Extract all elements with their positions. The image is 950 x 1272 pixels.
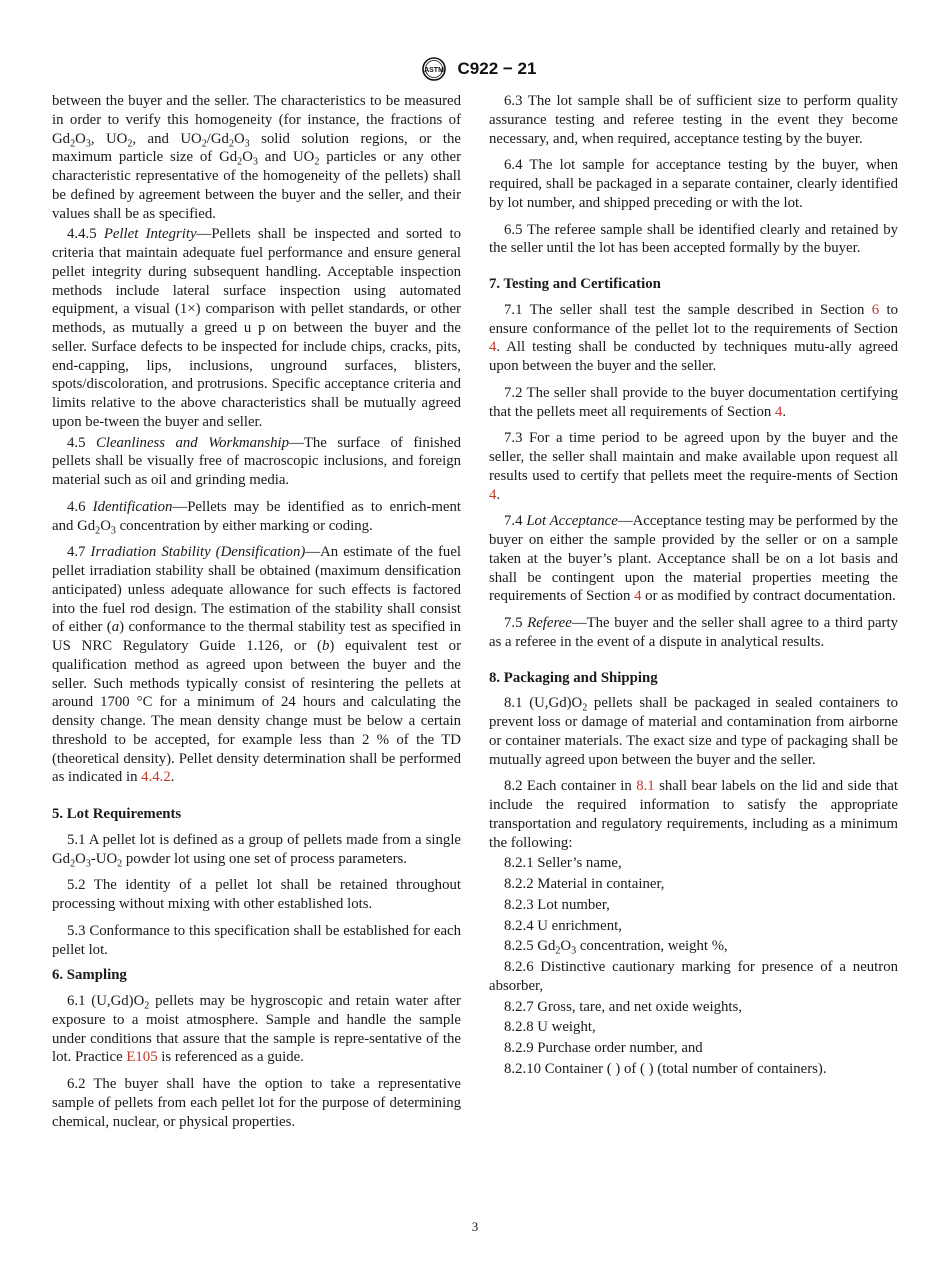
paragraph-7-4: 7.4 Lot Acceptance—Acceptance testing may be performed by the buyer on either the sample provided by the seller or on a sample taken at the buyer’s plant. Acceptance shall be on a lot basis and shall be contingent upon the material properties meeting the requirements of Section 4 or as modified by contract documentation. xyxy=(489,513,898,605)
paragraph-5-1: 5.1 A pellet lot is defined as a group of pellets made from a single $Gd_2O_3-UO_2$ powder lot using one set of process parameters. xyxy=(52,831,461,870)
list-item-8-2-7: 8.2.7 Gross, tare, and net oxide weights, xyxy=(504,998,742,1015)
paragraph-4-4-4-continued: between the buyer and the seller. The characteristics to be measured in order to verify this homogeneity (for instance, the fractions of $Gd_2O_3$, $UO_2$, and $UO_2/Gd_2O_3$ solid solution regions, or the maximum particle size of $Gd_2O_3$ and $UO_2$ particles or any other characteristic representative of the homogeneity of the pellets) shall be defined by agreement between the buyer and the seller, and their values shall be as specified. xyxy=(52,93,461,222)
paragraph-7-3: 7.3 For a time period to be agreed upon by the buyer and the seller, the seller shall maintain and make available upon request all results used to certify that pellets meet the require-ments of Section 4. xyxy=(489,430,898,503)
document-designation: C922 − 21 xyxy=(457,59,537,78)
page-header xyxy=(0,56,950,82)
paragraph-4-5: 4.5 Cleanliness and Workmanship—The surface of finished pellets shall be visually free of macroscopic inclusions, and foreign material such as oil and grinding media. xyxy=(52,434,461,488)
paragraph-4-6: 4.6 Identification—Pellets may be identified as to enrich-ment and $Gd_2O_3$ concentration by either marking or coding. xyxy=(52,498,461,537)
list-item-8-2-10: 8.2.10 Container ( ) of ( ) (total number of containers). xyxy=(504,1060,827,1077)
paragraph-6-5: 6.5 The referee sample shall be identified clearly and retained by the seller until the lot has been accepted formally by the buyer. xyxy=(489,221,898,257)
paragraph-6-4: 6.4 The lot sample for acceptance testing by the buyer, when required, shall be packaged in a separate container, clearly identified by lot number, and shipped preceding or with the lot. xyxy=(489,157,898,211)
paragraph-6-2: 6.2 The buyer shall have the option to take a representative sample of pellets from each pellet lot for the purpose of determining chemical, nuclear, or physical properties. xyxy=(52,1076,461,1130)
paragraph-5-3: 5.3 Conformance to this specification shall be established for each pellet lot. xyxy=(52,922,461,958)
astm-logo-icon xyxy=(414,56,454,82)
list-item-8-2-9: 8.2.9 Purchase order number, and xyxy=(504,1040,703,1056)
list-item-8-2-8: 8.2.8 U weight, xyxy=(504,1019,596,1036)
list-item-8-2-6: 8.2.6 Distinctive cautionary marking for presence of a neutron absorber, xyxy=(489,959,898,994)
link-section-6[interactable]: 6 xyxy=(871,301,880,318)
left-column xyxy=(52,92,461,1139)
link-4-4-2[interactable]: 4.4.2 xyxy=(141,769,171,786)
heading-packaging-shipping: 8. Packaging and Shipping xyxy=(489,669,658,686)
link-section-4[interactable]: 4 xyxy=(774,403,783,420)
link-e105[interactable]: E105 xyxy=(126,1049,158,1066)
paragraph-8-2: 8.2 Each container in 8.1 shall bear labels on the lid and side that include the required information to satisfy the appropriate transportation and regulatory requirements, including as a minimum the following: xyxy=(489,778,898,851)
link-section-4[interactable]: 4 xyxy=(489,486,497,503)
list-item-8-2-2: 8.2.2 Material in container, xyxy=(504,876,665,892)
link-8-1[interactable]: 8.1 xyxy=(636,778,655,795)
astm-logo-text: ASTM xyxy=(423,67,444,74)
paragraph-7-2: 7.2 The seller shall provide to the buyer documentation certifying that the pellets meet all requirements of Section 4. xyxy=(489,384,898,420)
heading-sampling: 6. Sampling xyxy=(52,967,127,984)
list-item-8-2-3: 8.2.3 Lot number, xyxy=(504,896,610,913)
paragraph-4-4-5: 4.4.5 Pellet Integrity—Pellets shall be inspected and sorted to criteria that maintain adequate fuel performance and ensure general pellet integrity during subsequent handling. Acceptable inspection methods include lateral surface inspection using automated equipment, a visual (1×) comparison with pellet standards, or other methods, as mutually a greed u p on between the buyer and the seller. Surface defects to be inspected for include chips, cracks, pits, end-capping, lips, inclusions, unground surfaces, blisters, spots/discoloration, and protrusions. Specific acceptance criteria and limits relative to the above characteristics shall be mutually agreed upon be-tween the buyer and seller. xyxy=(52,226,461,430)
heading-lot-requirements: 5. Lot Requirements xyxy=(52,806,182,822)
link-section-4[interactable]: 4 xyxy=(489,339,497,356)
paragraph-7-5: 7.5 Referee—The buyer and the seller shall agree to a third party as a referee in the event of a dispute in analytical results. xyxy=(489,615,898,650)
list-item-8-2-1: 8.2.1 Seller’s name, xyxy=(504,855,622,872)
paragraph-8-1: 8.1 $(U,Gd)O_2$ pellets shall be packaged in sealed containers to prevent loss or damage of material and contamination from airborne or container materials. The exact size and type of packaging shall be mutually agreed upon between the buyer and the seller. xyxy=(489,695,898,768)
heading-testing-certification: 7. Testing and Certification xyxy=(489,276,661,292)
link-section-4[interactable]: 4 xyxy=(634,588,642,605)
paragraph-6-3: 6.3 The lot sample shall be of sufficient size to perform quality assurance testing and referee testing in the event they become necessary, and, when required, acceptance testing by the buyer. xyxy=(489,93,898,147)
paragraph-7-1: 7.1 The seller shall test the sample described in Section 6 to ensure conformance of the pellet lot to the requirements of Section 4. All testing shall be conducted by techniques mutu-ally agreed upon between the buyer and the seller. xyxy=(489,301,898,374)
page-number: 3 xyxy=(471,1219,479,1234)
right-column xyxy=(489,92,898,1079)
list-item-8-2-4: 8.2.4 U enrichment, xyxy=(504,917,622,934)
paragraph-5-2: 5.2 The identity of a pellet lot shall be retained throughout processing without mixing with other established lots. xyxy=(52,877,461,912)
paragraph-4-7: 4.7 Irradiation Stability (Densification)—An estimate of the fuel pellet irradiation stability shall be obtained (maximum densification anticipated) unless adequate allowance for such effects is factored into the fuel rod design. The estimation of the stability shall consist of either (a) conformance to the thermal stability test as specified in US NRC Regulatory Guide 1.126, or (b) equivalent test or qualification method as agreed upon between the buyer and the seller. Such methods typically consist of resintering the pellets at around 1700 °C for a minimum of 24 hours and calculating the density change. The mean density change must be below a certain threshold to be accepted, for example less than 2 % of the TD (theoretical density). Pellet density determination shall be performed as indicated in 4.4.2. xyxy=(52,544,462,786)
paragraph-6-1: 6.1 $(U,Gd)O_2$ pellets may be hygroscopic and retain water after exposure to a moist atmosphere. Sample and handle the sample under conditions that assure that the sample is repre-sentative of the lot. Practice E105 is referenced as a guide. xyxy=(52,993,461,1066)
list-item-8-2-5: 8.2.5 $Gd_2O_3$ concentration, weight %, xyxy=(504,938,728,957)
